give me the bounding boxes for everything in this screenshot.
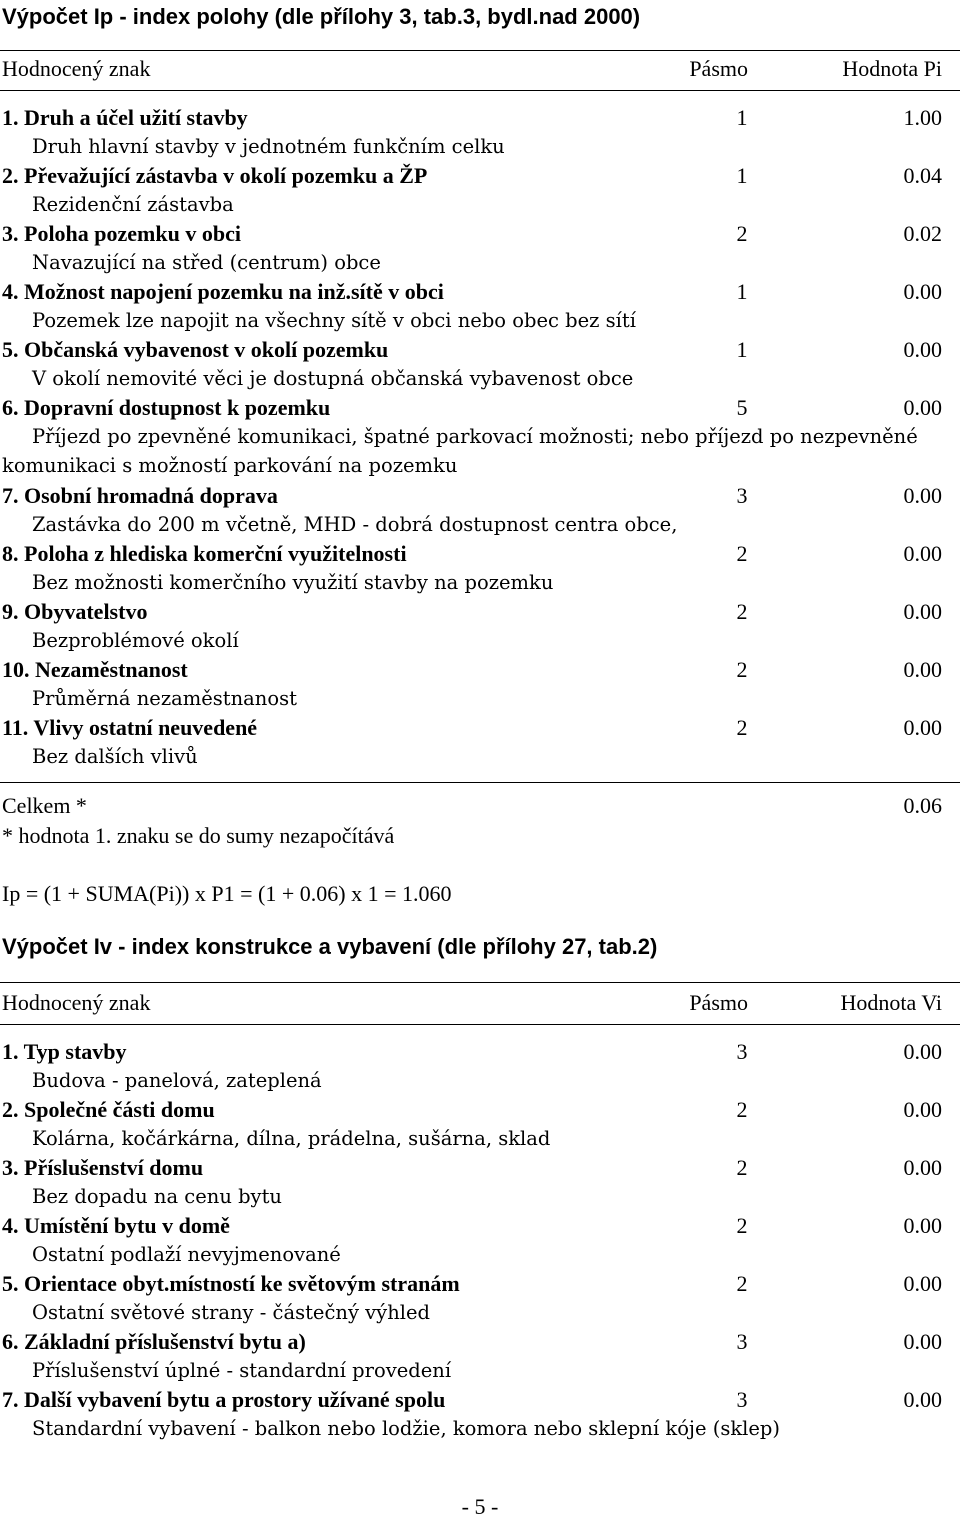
header-hodnota: Hodnota Vi xyxy=(840,990,942,1015)
item-label: 2. Převažující zástavba v okolí pozemku a ŽP xyxy=(2,163,428,188)
s1-item-5 xyxy=(0,335,960,393)
item-label: 7. Další vybavení bytu a prostory užívané spolu xyxy=(2,1387,446,1412)
header-hodnota: Hodnota Pi xyxy=(842,56,942,81)
s2-item-6 xyxy=(0,1327,960,1385)
s1-item-1 xyxy=(0,103,960,161)
header-pasmo: Pásmo xyxy=(689,990,748,1015)
item-desc: Bez možnosti komerčního využití stavby na pozemku xyxy=(32,571,554,594)
item-pasmo: 2 xyxy=(736,657,748,682)
s2-item-5 xyxy=(0,1269,960,1327)
item-desc: Příslušenství úplné - standardní provedení xyxy=(32,1359,452,1382)
section1-header xyxy=(0,54,960,84)
item-hodnota: 0.00 xyxy=(903,715,942,740)
item-label: 9. Obyvatelstvo xyxy=(2,599,148,624)
s2-item-1 xyxy=(0,1037,960,1095)
section1-total-rule xyxy=(0,782,960,783)
item-desc: Rezidenční zástavba xyxy=(32,193,234,216)
item-desc: Bezproblémové okolí xyxy=(32,629,239,652)
item-pasmo: 2 xyxy=(736,1213,748,1238)
s1-item-7 xyxy=(0,481,960,539)
item-label: 2. Společné části domu xyxy=(2,1097,215,1122)
item-hodnota: 0.00 xyxy=(903,1155,942,1180)
section2-header-rule xyxy=(0,1024,960,1025)
item-pasmo: 2 xyxy=(736,1271,748,1296)
section2-title: Výpočet Iv - index konstrukce a vybavení (dle přílohy 27, tab.2) xyxy=(2,934,658,959)
section1-header-rule xyxy=(0,90,960,91)
total-value: 0.06 xyxy=(903,793,942,818)
item-pasmo: 3 xyxy=(736,1329,748,1354)
item-hodnota: 0.00 xyxy=(903,1387,942,1412)
item-label: 11. Vlivy ostatní neuvedené xyxy=(2,715,258,740)
item-label: 7. Osobní hromadná doprava xyxy=(2,483,278,508)
item-desc: Kolárna, kočárkárna, dílna, prádelna, sušárna, sklad xyxy=(32,1127,551,1150)
s1-item-3 xyxy=(0,219,960,277)
item-hodnota: 0.00 xyxy=(903,599,942,624)
formula-ip: Ip = (1 + SUMA(Pi)) x P1 = (1 + 0.06) x 1 = 1.060 xyxy=(2,881,452,906)
item-hodnota: 0.00 xyxy=(903,279,942,304)
item-label: 5. Orientace obyt.místností ke světovým stranám xyxy=(2,1271,460,1296)
section1-top-rule xyxy=(0,50,960,51)
item-pasmo: 3 xyxy=(736,1387,748,1412)
item-label: 1. Druh a účel užití stavby xyxy=(2,105,248,130)
item-hodnota: 0.00 xyxy=(903,1213,942,1238)
item-label: 3. Příslušenství domu xyxy=(2,1155,204,1180)
s2-item-7 xyxy=(0,1385,960,1443)
section2-header xyxy=(0,988,960,1018)
item-desc: Druh hlavní stavby v jednotném funkčním celku xyxy=(32,135,505,158)
item-label: 10. Nezaměstnanost xyxy=(2,657,188,682)
item-label: 4. Umístění bytu v domě xyxy=(2,1213,230,1238)
s1-item-8 xyxy=(0,539,960,597)
header-znak: Hodnocený znak xyxy=(2,56,151,81)
item-pasmo: 2 xyxy=(736,715,748,740)
item-hodnota: 0.00 xyxy=(903,1329,942,1354)
item-pasmo: 2 xyxy=(736,541,748,566)
footnote: * hodnota 1. znaku se do sumy nezapočítává xyxy=(2,823,395,848)
item-label: 3. Poloha pozemku v obci xyxy=(2,221,241,246)
s2-item-4 xyxy=(0,1211,960,1269)
section2-top-rule xyxy=(0,982,960,983)
item-pasmo: 1 xyxy=(736,337,748,362)
item-pasmo: 5 xyxy=(736,395,748,420)
item-desc: Ostatní podlaží nevyjmenované xyxy=(32,1243,341,1266)
item-desc: Zastávka do 200 m včetně, MHD - dobrá dostupnost centra obce, xyxy=(32,513,678,536)
item-desc: Bez dalších vlivů xyxy=(32,745,198,768)
item-desc: V okolí nemovité věci je dostupná občanská vybavenost obce xyxy=(32,367,634,390)
item-hodnota: 0.00 xyxy=(903,337,942,362)
item-hodnota: 1.00 xyxy=(903,105,942,130)
item-label: 5. Občanská vybavenost v okolí pozemku xyxy=(2,337,389,362)
s2-item-3 xyxy=(0,1153,960,1211)
section1-title: Výpočet Ip - index polohy (dle přílohy 3, tab.3, bydl.nad 2000) xyxy=(2,4,641,29)
s1-item-9 xyxy=(0,597,960,655)
item-hodnota: 0.00 xyxy=(903,657,942,682)
item-hodnota: 0.00 xyxy=(903,1039,942,1064)
item-label: 4. Možnost napojení pozemku na inž.sítě v obci xyxy=(2,279,444,304)
item-hodnota: 0.00 xyxy=(903,395,942,420)
item-pasmo: 1 xyxy=(736,163,748,188)
header-znak: Hodnocený znak xyxy=(2,990,151,1015)
item-desc: Příjezd po zpevněné komunikaci, špatné parkovací možnosti; nebo příjezd po nezpevněné komunikaci s možností parkování na pozemku xyxy=(2,425,918,477)
s1-item-4 xyxy=(0,277,960,335)
item-pasmo: 2 xyxy=(736,221,748,246)
s1-item-6 xyxy=(0,393,960,480)
item-label: 6. Dopravní dostupnost k pozemku xyxy=(2,395,331,420)
item-pasmo: 1 xyxy=(736,105,748,130)
item-pasmo: 2 xyxy=(736,1097,748,1122)
page-number: - 5 - xyxy=(461,1494,499,1519)
item-desc: Standardní vybavení - balkon nebo lodžie, komora nebo sklepní kóje (sklep) xyxy=(32,1417,781,1440)
item-desc: Ostatní světové strany - částečný výhled xyxy=(32,1301,431,1324)
header-pasmo: Pásmo xyxy=(689,56,748,81)
item-hodnota: 0.04 xyxy=(903,163,942,188)
item-pasmo: 2 xyxy=(736,599,748,624)
item-hodnota: 0.00 xyxy=(903,483,942,508)
s1-item-11 xyxy=(0,713,960,771)
item-desc: Průměrná nezaměstnanost xyxy=(32,687,297,710)
item-pasmo: 2 xyxy=(736,1155,748,1180)
item-label: 8. Poloha z hlediska komerční využitelnosti xyxy=(2,541,407,566)
item-pasmo: 3 xyxy=(736,483,748,508)
item-label: 6. Základní příslušenství bytu a) xyxy=(2,1329,306,1354)
item-desc: Bez dopadu na cenu bytu xyxy=(32,1185,282,1208)
item-hodnota: 0.00 xyxy=(903,541,942,566)
s2-item-2 xyxy=(0,1095,960,1153)
item-label: 1. Typ stavby xyxy=(2,1039,127,1064)
total-label: Celkem * xyxy=(2,793,87,818)
s1-item-10 xyxy=(0,655,960,713)
item-desc: Budova - panelová, zateplená xyxy=(32,1069,322,1092)
s1-item-2 xyxy=(0,161,960,219)
item-hodnota: 0.00 xyxy=(903,1097,942,1122)
item-hodnota: 0.02 xyxy=(903,221,942,246)
item-desc: Navazující na střed (centrum) obce xyxy=(32,251,381,274)
item-pasmo: 1 xyxy=(736,279,748,304)
item-pasmo: 3 xyxy=(736,1039,748,1064)
item-desc: Pozemek lze napojit na všechny sítě v obci nebo obec bez sítí xyxy=(32,309,636,332)
item-hodnota: 0.00 xyxy=(903,1271,942,1296)
